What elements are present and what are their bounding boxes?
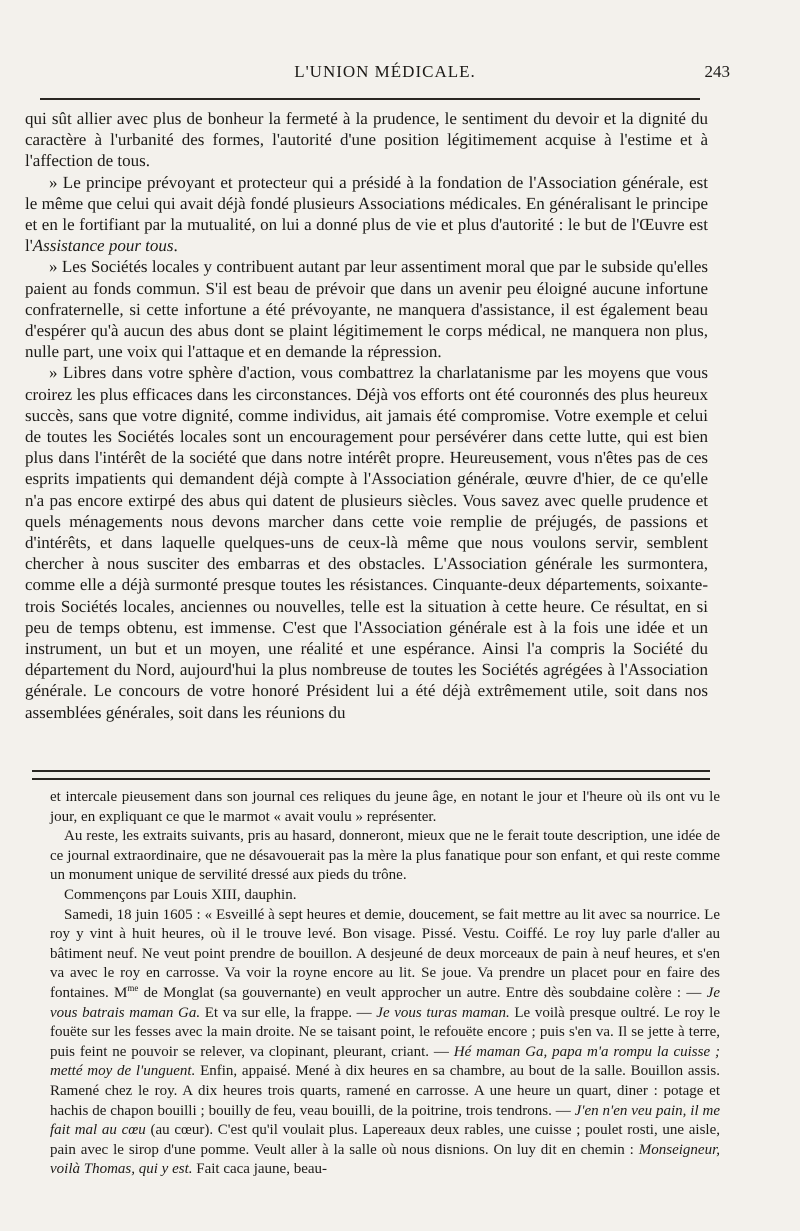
emphasis: Je vous turas maman. <box>376 1004 510 1021</box>
footnote <box>50 788 720 1180</box>
page-number: 243 <box>704 62 730 81</box>
header-rule <box>40 98 700 100</box>
main-paragraph: » Les Sociétés locales y contribuent autant par leur assentiment moral que par le subside qu'elles paient au fonds commun. S'il est beau de prévoir que dans un avenir peu éloigné aucune infortune confraternelle, si cette infortune a été prévoyante, ne manquera d'assistance, il est également beau d'espérer qu'à aucun des abus dont se plaint légitimement le corps médical, ne manquera non plus, nulle part, une voix qui l'attaque et en demande la répression. <box>25 257 708 362</box>
emphasis: Je vous batrais maman Ga. <box>50 984 720 1021</box>
running-title: L'UNION MÉDICALE. <box>294 62 476 81</box>
emphasis: Hé maman Ga, papa m'a rompu la cuisse ; metté moy de l'unguent. <box>50 1043 720 1080</box>
footnote-paragraph: Au reste, les extraits suivants, pris au hasard, donneront, mieux que ne le ferait toute description, une idée de ce journal extraordinaire, que ne désavouerait pas la mère la plus fanatique pour son enfant, et qui reste comme un monument unique de servilité dressé aux pieds du trône. <box>50 828 720 884</box>
footnote-paragraph: Samedi, 18 juin 1605 : « Esveillé à sept heures et demie, doucement, se fait mettre au lit avec sa nourrice. Le roy y vint à huit heures, où il le trouve levé. Bon visage. Pissé. Vestu. Coiffé. Le roy luy parle d'aller au bâtiment neuf. Ne veut point prendre de bouillon. A desjeuné de deux morceaux de pain à neuf heures, et s'en va avec le roy en carrosse. Va voir la royne encore au lit. Se joue. Va prendre un placet pour en faire des fontaines. $M^{me}$ de Monglat (sa gouvernante) en veult approcher un autre. Entre dès soubdaine colère : — Je vous batrais maman Ga. Et va sur elle, la frappe. — Je vous turas maman. Le voilà presque oultré. Le roy le fouëte sur les fesses avec la main droite. Ne se taisant point, le refouëte encore ; puis s'en va. Il se jette à terre, puis feint ne pouvoir se relever, va clopinant, pleurant, criant. — Hé maman Ga, papa m'a rompu la cuisse ; metté moy de l'unguent. Enfin, appaisé. Mené à dix heures en sa chambre, au bout de la salle. Bouillon assis. Ramené chez le roy. A dix heures trois quarts, ramené en carrosse. A une heure un quart, diner : potage et hachis de chapon bouilli ; bouilly de feu, veau bouilli, de la poitrine, trois tendrons. — J'en n'en veu pain, il me fait mal au cœu (au cœur). C'est qu'il voulait plus. Lapereaux deux rables, une cuisse ; poulet rosti, une aisle, pain avec le sirop d'une pomme. Veult aller à la salle où nous disnions. On luy dit en chemin : Monseigneur, voilà Thomas, qui y est. Fait caca jaune, beau- <box>50 906 720 1178</box>
emphasis: J'en n'en veu pain, il me fait mal au cœu <box>50 1102 720 1139</box>
main-text <box>25 108 708 723</box>
page-header <box>40 60 730 86</box>
emphasis: Monseigneur, voilà Thomas, qui y est. <box>50 1141 720 1178</box>
main-paragraph: qui sût allier avec plus de bonheur la fermeté à la prudence, le sentiment du devoir et la dignité du caractère à l'urbanité des formes, l'autorité d'une position légitimement acquise à l'estime et à l'affection de tous. <box>25 109 708 171</box>
footnote-paragraph: Commençons par Louis XIII, dauphin. <box>64 886 297 903</box>
main-paragraph: » Libres dans votre sphère d'action, vous combattrez la charlatanisme par les moyens que vous croirez les plus efficaces dans les circonstances. Déjà vos efforts ont été couronnés des plus heureux succès, sans que votre dignité, comme individus, ait jamais été compromise. Votre exemple et celui de toutes les Sociétés locales sont un encouragement pour persévérer dans cette lutte, qui est bien plus dans l'intérêt de la société que dans notre intérêt propre. Heureusement, vous n'êtes pas de ces esprits impatients qui demandent déjà compte à l'Association générale, œuvre d'hier, de ce qu'elle n'a pas encore extirpé des abus qui datent de plusieurs siècles. Vous savez avec quelle prudence et quels ménagements nous devons marcher dans cette voie remplie de préjugés, de passions et d'intérêts, et dans laquelle quelques-uns de ceux-là même que nous voulons servir, semblent chercher à nous susciter des embarras et des obstacles. L'Association générale les surmontera, comme elle a déjà surmonté presque toutes les résistances. Cinquante-deux départements, soixante-trois Sociétés locales, anciennes ou nouvelles, telle est la situation à cette heure. Ce résultat, en si peu de temps obtenu, est immense. C'est que l'Association générale est à la fois une idée et un instrument, un but et un moyen, une réalité et une espérance. Ainsi l'a compris la Société du département du Nord, aujourd'hui la plus nombreuse de toutes les Sociétés agrégées à l'Association générale. Le concours de votre honoré Président lui a été déjà extrêmement utile, soit dans nos assemblées générales, soit dans les réunions du <box>25 363 708 722</box>
footnote-separator <box>32 770 710 780</box>
footnote-paragraph: et intercale pieusement dans son journal ces reliques du jeune âge, en notant le jour et l'heure où ils ont vu le jour, en expliquant ce que le marmot « avait voulu » représenter. <box>50 789 720 825</box>
main-paragraph: » Le principe prévoyant et protecteur qui a présidé à la fondation de l'Association générale, est le même que celui qui avait déjà fondé plusieurs Associations médicales. En généralisant le principe et en le fortifiant par la mutualité, on lui a donné plus de vie et plus d'autorité : le but de l'Œuvre est l'Assistance pour tous. <box>25 172 708 256</box>
emphasis: Assistance pour tous <box>32 236 174 256</box>
